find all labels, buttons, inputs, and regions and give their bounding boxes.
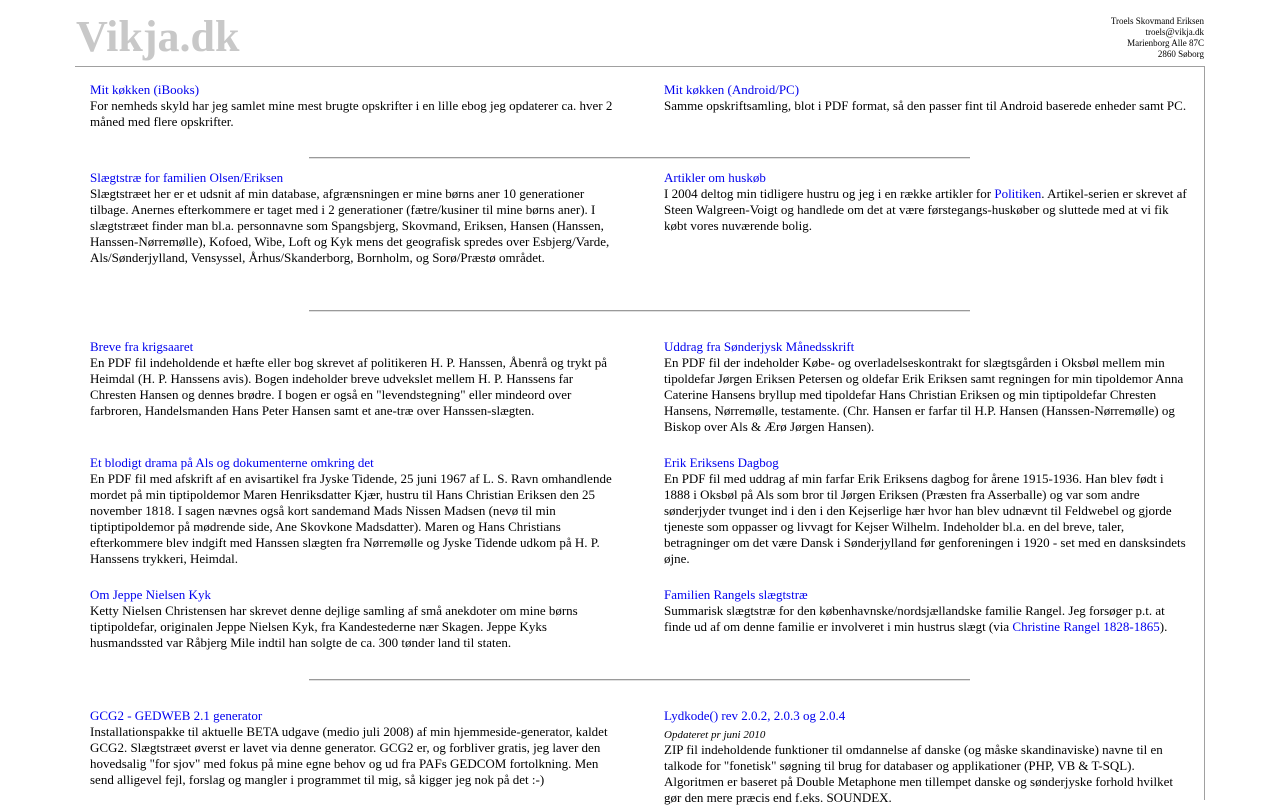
- entry-description: Installationspakke til aktuelle BETA udgave (medio juli 2008) af min hjemmeside-generator, kaldet GCG2. Slægtstræet øverst er lavet via denne generator. GCG2 er, og forbliver gratis, jeg laver den hovedsalig "for sjov" med fokus på mine egne behov og ud fra PAFs GEDCOM fortolkning. Men send alligevel fejl, forslag og mangler i programmet til mig, så kigger jeg nok på det :-): [90, 724, 608, 787]
- entry-title-link[interactable]: GCG2 - GEDWEB 2.1 generator: [90, 708, 263, 723]
- entry-title-link[interactable]: Erik Eriksens Dagbog: [664, 455, 779, 470]
- entry-description: ZIP fil indeholdende funktioner til omdannelse af danske (og måske skandinaviske) navne til en talkode for "fonetisk" søgning til brug for databaser og applikationer (PHP, VB & T-SQL). Algoritmen er baseret på Double Metaphone men tillempet danske og sønderjyske forhold hvilket gør den mere præcis end f.eks. SOUNDEX.: [664, 742, 1174, 805]
- entry-title-link[interactable]: Mit køkken (iBooks): [90, 82, 200, 97]
- entry-diary: [664, 455, 1189, 567]
- entry-description: For nemheds skyld har jeg samlet mine mest brugte opskrifter i en lille ebog jeg opdaterer ca. hver 2 måned med flere opskrifter.: [90, 98, 613, 129]
- entry-title-link[interactable]: Breve fra krigsaaret: [90, 339, 194, 354]
- entry-lydkode: [664, 708, 1189, 806]
- entry-description: En PDF fil med afskrift af en avisartikel fra Jyske Tidende, 25 juni 1967 af L. S. Ravn omhandlende mordet på min tiptipoldemor Maren Henriksdatter Kjær, hustru til Hans Christian Eriksen den 25 november 1818. I sagen nævnes også kort sandemand Mads Nissen Madsen (nevø til min tiptiptipoldemor på mødrende side, Ane Skovkone Madsdatter). Maren og Hans Christians efterkommere blev indgift med Hanssen slægten fra Nørremølle og Jyske Tidende udkom på H. P. Hanssens trykkeri, Heimdal.: [90, 471, 612, 566]
- entry-title-link[interactable]: Slægtstræ for familien Olsen/Eriksen: [90, 170, 284, 185]
- politiken-link[interactable]: Politiken: [994, 186, 1042, 201]
- updated-note: Opdateret pr juni 2010: [664, 729, 766, 741]
- section-divider: [309, 310, 970, 312]
- entry-title-link[interactable]: Lydkode() rev 2.0.2, 2.0.3 og 2.0.4: [664, 708, 846, 723]
- right-border: [1204, 66, 1205, 800]
- entry-description: En PDF fil med uddrag af min farfar Erik Eriksens dagbog for årene 1915-1936. Han blev født i 1888 i Oksbøl på Als som bror til Jørgen Eriksen (Præsten fra Asserballe) og var som andre sønderjyder tvunget ind i den i den Kejserlige hær hvor han blev udnævnt til Feldwebel og gjorde tjeneste som oppasser og livvagt for Kejser Wilhelm. Indeholder bl.a. en del breve, taler, betragninger om det være Dansk i Sønderjylland før genforeningen i 1920 - set med en dansksindets øjne.: [664, 471, 1186, 566]
- entry-family-tree: [90, 170, 615, 266]
- entry-rangel-tree: [664, 587, 1189, 635]
- entry-title-link[interactable]: Et blodigt drama på Als og dokumenterne omkring det: [90, 455, 374, 470]
- entry-title-link[interactable]: Artikler om huskøb: [664, 170, 766, 185]
- entry-description: Summarisk slægtstræ for den københavnske/nordsjællandske familie Rangel. Jeg forsøger p.t. at finde ud af om denne familie er involveret i min hustrus slægt (via Christine Rangel 1828-1865).: [664, 603, 1168, 634]
- page-frame: [75, 0, 1205, 805]
- entry-bloody-drama: [90, 455, 615, 567]
- entry-title-link[interactable]: Uddrag fra Sønderjysk Månedsskrift: [664, 339, 855, 354]
- christine-rangel-link[interactable]: Christine Rangel 1828-1865: [1012, 619, 1160, 634]
- entry-description: Ketty Nielsen Christensen har skrevet denne dejlige samling af små anekdoter om mine børns tiptipoldefar, originalen Jeppe Nielsen Kyk, fra Kandestederne nær Skagen. Jeppe Kyks husmandssted var Råbjerg Mile indtil han solgte de ca. 300 tønder land til staten.: [90, 603, 578, 650]
- contact-city: 2860 Søborg: [1157, 49, 1204, 59]
- section-divider: [309, 679, 970, 681]
- section-divider: [309, 157, 970, 159]
- entry-title-link[interactable]: Om Jeppe Nielsen Kyk: [90, 587, 211, 602]
- site-logo[interactable]: Vikja.dk: [76, 12, 240, 61]
- entry-title-link[interactable]: Familien Rangels slægtstræ: [664, 587, 808, 602]
- entry-description: Samme opskriftsamling, blot i PDF format, så den passer fint til Android baserede enheder samt PC.: [664, 98, 1187, 113]
- contact-info: [1111, 16, 1204, 60]
- entry-description: I 2004 deltog min tidligere hustru og jeg i en række artikler for Politiken. Artikel-serien er skrevet af Steen Walgreen-Voigt og handlede om det at være førstegangs-huskøber og sluttede med at vi fik købt vores nuværende bolig.: [664, 186, 1187, 233]
- entry-house-articles: [664, 170, 1189, 234]
- at-icon: @: [1165, 27, 1175, 38]
- entry-android-pc: [664, 82, 1189, 114]
- entry-description: En PDF fil indeholdende et hæfte eller bog skrevet af politikeren H. P. Hanssen, Åbenrå og trykt på Heimdal (H. P. Hanssens avis). Bogen indeholder breve udvekslet mellem H. P. Hanssens far Chresten Hansen og dennes brødre. I bogen er også en "levendstegning" eller mindeord over farbroren, Handelsmanden Hans Peter Hansen samt et ane-træ over Hanssen-slægten.: [90, 355, 607, 418]
- entry-monthly-excerpt: [664, 339, 1189, 435]
- entry-jeppe-kyk: [90, 587, 615, 651]
- entry-description: Slægtstræet her er et udsnit af min database, afgrænsningen er mine børns aner 10 generationer tilbage. Anernes efterkommere er taget med i 2 generationer (fætre/kusiner til mine børns aner). I slægtstræet finder man bl.a. personnavne som Spangsbjerg, Skovmand, Eriksen, Hansen (Hanssen, Hanssen-Nørremølle), Kofoed, Wibe, Loft og Kyk mens det geografisk spredes over Esbjerg/Varde, Als/Sønderjylland, Vensyssel, Århus/Skanderborg, Bornholm, og Sorø/Præstø området.: [90, 186, 610, 265]
- entry-ibooks: [90, 82, 615, 130]
- contact-name: Troels Skovmand Eriksen: [1110, 16, 1204, 26]
- entry-gcg2: [90, 708, 615, 788]
- entry-title-link[interactable]: Mit køkken (Android/PC): [664, 82, 800, 97]
- contact-street: Marienborg Alle 87C: [1127, 38, 1204, 48]
- entry-description: En PDF fil der indeholder Købe- og overladelseskontrakt for slægtsgården i Oksbøl mellem min tipoldefar Jørgen Eriksen Petersen og oldefar Erik Eriksen samt regningen for min tipoldemor Anna Caterine Hansens bryllup med tipoldefar Hans Christian Eriksen og min tiptipoldefar Chresten Hansens, Nørremølle, testamente. (Chr. Hansen er farfar til H.P. Hansen (Hanssen-Nørremølle) og Biskop over Als & Ærø Jørgen Hansen).: [664, 355, 1184, 434]
- header: [75, 0, 1204, 67]
- contact-email[interactable]: troels@vikja.dk: [1145, 27, 1204, 38]
- entry-war-letters: [90, 339, 615, 419]
